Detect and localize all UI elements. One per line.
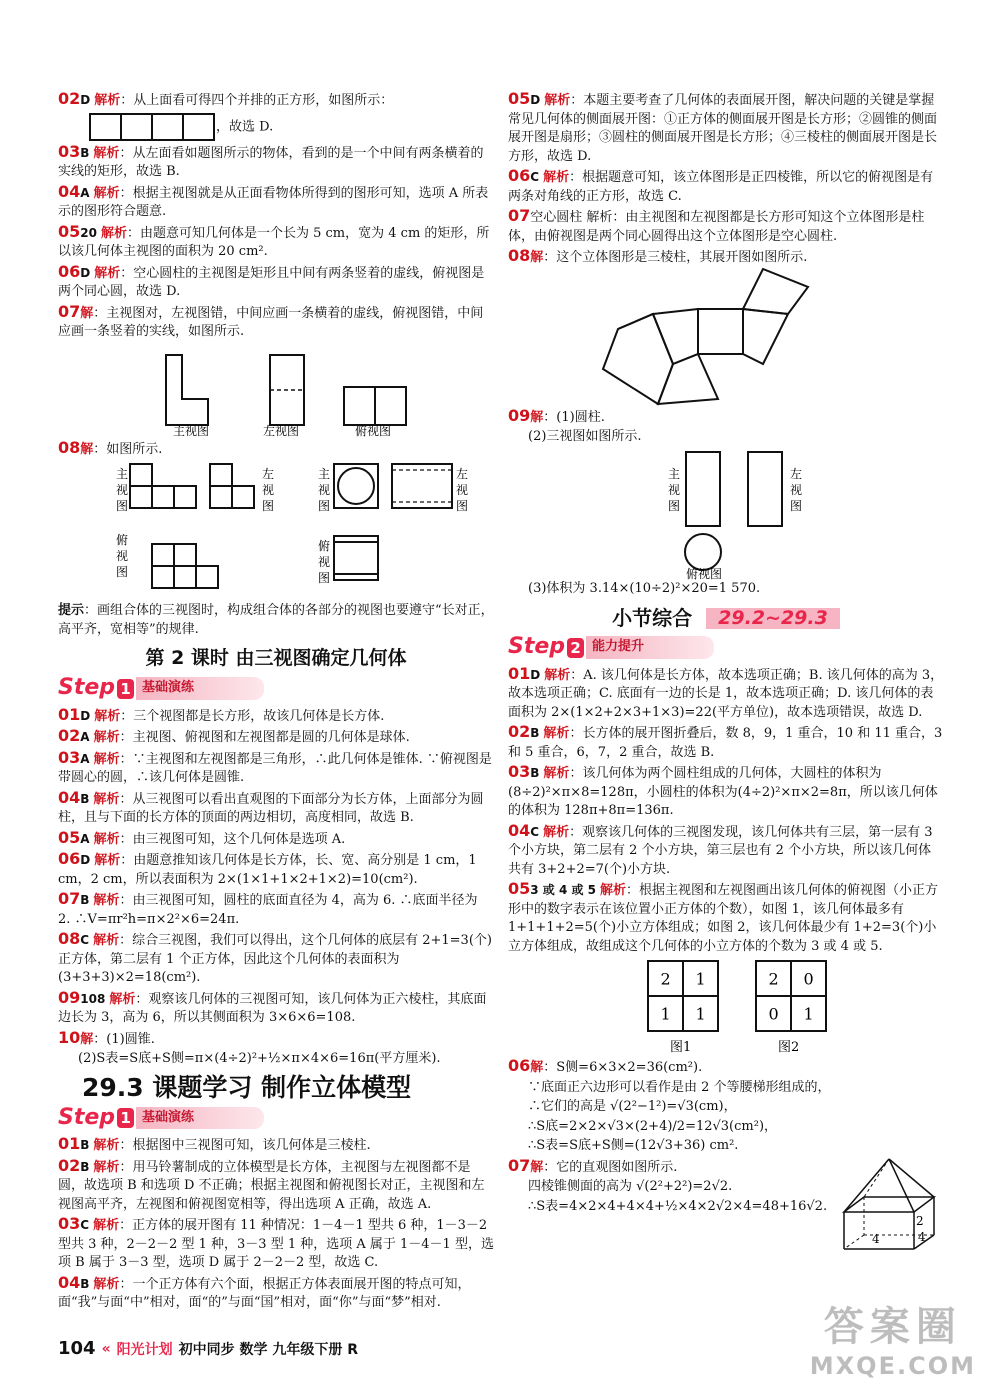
v08-top-3: 图 [116,565,129,579]
answer-item [58,183,494,222]
question-number: 01 [508,663,531,683]
answer-item [58,1135,494,1156]
answer-text: ：观察该几何体的三视图可知，该几何体为正六棱柱，其底面边长为 3，高为 6，所以其侧面积为 3×6×6=108. [58,991,487,1025]
section-summary-header [508,608,944,629]
answer-item [508,1157,838,1178]
series-name: 初中同步 数学 九年级下册 R [178,1341,359,1358]
watermark-text: 答案圈 [823,1304,962,1350]
answer-item [508,407,944,428]
answer-text: ：主视图、俯视图和左视图都是圆的几何体是球体. [119,730,410,745]
answer-choice: D [530,93,541,107]
answer-item [58,749,494,788]
left-column [58,90,494,1314]
answer-text: ：由题意可知几何体是一个长为 5 cm，宽为 4 cm 的矩形，所以该几何体主视图的面积为 20 cm². [58,225,490,259]
answer-item [58,1157,494,1215]
step-label: 能力提升 [586,636,714,659]
step-label: 基础演练 [136,677,264,700]
analysis-label: 解析 [93,1276,120,1292]
answer-choice: D [530,667,541,682]
prism-net-figure [508,269,944,407]
answer-item [58,789,494,828]
v08b-top-1: 俯 [318,539,331,553]
analysis-label: 解 [530,1159,544,1175]
answer-item [58,1215,494,1273]
answer-text: ，故选 D. [216,119,274,134]
q09-part3: (3)体积为 3.14×(10÷2)²×20=1 570. [528,580,761,596]
answer-text: 四棱锥侧面的高为 √(2²+2²)=2√2. [528,1179,733,1194]
answer-text: ：本题主要考查了几何体的表面展开图，解决问题的关键是掌握常见几何体的侧面展开图：①正方体的侧面展开图是长方形；②圆锥的侧面展开图是扇形；③圆柱的侧面展开图是长方形；④三棱柱的侧面展开图是长方形，故选 D. [508,93,938,164]
answer-item [508,763,944,821]
v09-left-3: 图 [790,498,803,513]
answer-text: ：该几何体为两个圆柱组成的几何体，大圆柱的体积为(8÷2)²×π×8=128π，小圆柱的体积为(4÷2)²×π×2=8π，所以该几何体的体积为 128π+8π=136π. [508,766,938,818]
answer-text: ∵底面正六边形可以看作是由 2 个等腰梯形组成的， [528,1079,831,1095]
number-grids-figure [508,957,944,1057]
answer-text: ：综合三视图，我们可以得出，这个几何体的底层有 2+1=3(个)正方体，第二层有 1 个正方体，因此这个几何体的表面积为(3+3+3)×2=18(cm²). [58,933,492,985]
answer-text: (2)S表=S底+S侧=π×(4÷2)²+½×π×4×6=16π(平方厘米). [78,1051,441,1066]
left-group-3 [58,1135,494,1313]
analysis-label: 解析 [94,853,121,868]
view-diagram-07 [58,343,494,439]
answer-choice: 20 [80,225,97,240]
question-number: 09 [58,987,81,1007]
grid-cell-value: 2 [768,969,779,989]
question-number: 02 [58,1155,81,1175]
grid-cell-value: 0 [803,969,814,989]
pyramid-prism-figure [834,1157,944,1257]
right-column [508,89,944,1246]
answer-item [58,1274,494,1313]
answer-label: 解 [80,441,94,457]
question-number: 07 [58,301,81,321]
answer-choice: B [530,726,540,740]
number-grids [508,957,944,1057]
v08-main-1: 主 [116,467,129,481]
answer-text: ：根据主视图和左视图画出该几何体的俯视图（小正方形中的数字表示在该位置小正方体的个数），如图 1，该几何体最多有 1+1+1+2=5(个)小立方体组成；如图 2，该几何体最少有 1+2=3(个)小立方体组成，故组成这个几何体的小立方体的个数为 3 或 4 或 5. [508,883,939,954]
question-number: 03 [508,762,531,781]
question-number: 01 [58,1134,81,1153]
right-group-2 [508,665,944,957]
grid-cell-value: 1 [695,1004,706,1024]
answer-item [58,727,494,748]
step-word: Step [58,675,116,701]
question-07 [508,1157,838,1217]
question-number: 08 [508,246,531,265]
answer-text: ：这个立体图形是三棱柱，其展开图如图所示. [543,250,808,265]
question-number: 02 [508,722,531,741]
question-09 [508,407,944,447]
answer-text: ∴S表=4×2×4+4×4+½×4×2√2×4=48+16√2. [528,1198,828,1214]
grid-cell-value: 2 [660,969,671,989]
answer-item [508,207,944,246]
answer-item [508,1098,944,1117]
answer-choice: D [80,265,91,280]
left-group-2 [58,706,494,1069]
view-label-main: 主视图 [173,423,210,438]
answer-choice: D [80,708,91,723]
answer-item [58,989,494,1028]
brand-name: 阳光计划 [116,1341,173,1358]
answer-text: 空心圆柱 解析：由主视图和左视图都是长方形可知这个立体图形是柱体，由俯视图是两个同心圆得出这个立体图形是空心圆柱. [508,210,925,244]
analysis-label: 解析 [94,265,121,281]
analysis-label: 解析 [543,824,570,840]
answer-item [58,829,494,850]
answer-text: ：S侧=6×3×2=36(cm²). [543,1060,703,1075]
analysis-label: 解析 [543,170,570,185]
analysis-label: 解析 [93,893,120,908]
triangular-prism-net [508,269,944,407]
analysis-label: 解析 [93,751,120,767]
question-number: 10 [58,1027,81,1047]
answer-choice: C [530,170,540,184]
answer-text: ：三个视图都是长方形，故该几何体是长方体. [120,708,385,724]
answer-choice: D [80,853,91,867]
answer-choice: 3 或 4 或 5 [530,883,597,897]
right-group-1 [508,90,944,268]
grid-cell-value: 0 [768,1004,779,1024]
tip-text: ：画组合体的三视图时，构成组合体的各部分的视图也要遵守“长对正，高平齐，宽相等”的规律. [58,603,494,637]
answer-text: ：空心圆柱的主视图是矩形且中间有两条竖着的虚线，俯视图是两个同心圆，故选 D. [58,265,485,299]
answer-item [508,247,944,268]
three-views-08-figure [58,460,494,602]
answer-text: ：(1)圆锥. [93,1031,155,1047]
v09-main-3: 图 [668,498,681,513]
section-title-29-3: 29.3 课题学习 制作立体模型 [82,1072,412,1102]
step-word: Step [58,1104,116,1130]
v08-top-1: 俯 [116,533,129,547]
answer-text: ：一个正方体有六个面，根据正方体表面展开图的特点可知，面“我”与面“中”相对，面“的”与面“国”相对，面“你”与面“梦”相对. [58,1276,471,1310]
answer-item [58,1050,494,1069]
answer-text: ：从三视图可以看出直观图的下面部分为长方体，上面部分为圆柱，且与下面的长方体的顶面的两边相切，高度相同，故选 B. [58,791,484,825]
step-1-header-2 [58,1105,494,1131]
answer-text: ：根据图中三视图可知，该几何体是三棱柱. [119,1138,371,1153]
question-number: 04 [58,181,81,201]
answer-item [508,428,944,447]
answer-text: ：从左面看如题图所示的物体，看到的是一个中间有两条横着的实线的矩形，故选 B. [58,145,484,179]
grid-cell-value: 1 [803,1004,814,1024]
question-number: 06 [58,849,81,868]
question-number: 05 [508,89,531,108]
question-number: 07 [508,1155,531,1175]
analysis-label: 解析 [94,708,121,724]
analysis-label: 解析 [93,791,120,807]
analysis-label: 解析 [93,933,120,948]
analysis-label: 解析 [100,225,127,241]
analysis-label: 解析 [93,145,120,161]
view-diagram-09 [508,448,944,580]
analysis-label: 解析 [93,185,120,201]
answer-choice: B [80,145,90,160]
answer-item [508,167,944,206]
v08b-left-1: 左 [456,467,469,481]
answer-text: ∴S底=2×2×√3×(2+4)/2=12√3(cm²)， [528,1118,778,1134]
answer-item [58,112,494,142]
question-number: 05 [58,221,81,241]
analysis-label: 解析 [93,1159,120,1175]
double-chevron-icon: « [101,1340,111,1357]
v08b-main-1: 主 [318,467,331,481]
answer-text: ：从上面看可得四个并排的正方形，如图所示： [120,93,394,108]
summary-range: 29.2~29.3 [706,608,840,629]
answer-choice: B [80,893,90,907]
analysis-label: 解析 [543,766,570,781]
analysis-label: 解析 [93,1218,120,1233]
dim-label-front: 4 [872,1231,880,1246]
page-number: 104 [58,1338,96,1359]
question-06 [508,1057,944,1156]
question-number: 02 [58,89,81,108]
question-number: 04 [58,1272,81,1292]
answer-choice: C [80,933,90,947]
answer-text: ：∵主视图和左视图都是三角形，∴此几何体是锥体. ∵俯视图是带圆心的圆，∴该几何体是圆锥. [58,751,492,785]
grid-caption: 图1 [670,1040,692,1055]
summary-title: 小节综合 [612,606,693,630]
step-number: 1 [117,679,134,699]
tip [58,602,494,639]
three-views-07-figure [58,343,392,439]
v08b-top-3: 图 [318,571,331,585]
analysis-label: 解 [530,409,544,425]
answer-item [508,822,944,880]
answer-item [508,90,944,166]
v09-left-1: 左 [790,466,803,481]
question-07-wrap [508,1155,944,1246]
v08-left-3: 图 [262,499,275,513]
v08b-left-2: 视 [456,483,469,497]
answer-item [58,90,494,111]
v08b-main-2: 视 [318,483,331,497]
question-08 [58,439,494,460]
answer-choice: B [530,766,540,780]
four-squares-figure [58,119,216,134]
analysis-label: 解 [80,1031,94,1047]
answer-choice: B [80,1276,90,1291]
grid-cell-value: 1 [695,969,706,989]
answer-text: ：根据题意可知，该立体图形是正四棱锥，所以它的俯视图是有两条对角线的正方形，故选 C. [508,170,934,204]
analysis-label: 解析 [600,883,627,898]
answer-item [58,223,494,262]
section-title-lesson-2: 第 2 课时 由三视图确定几何体 [145,647,407,669]
answer-text: ：根据主视图就是从正面看物体所得到的图形可知，选项 A 所表示的图形符合题意. [58,185,489,219]
view-label-top: 俯视图 [355,423,392,438]
v08-main-3: 图 [116,499,129,513]
view-label-left: 左视图 [263,423,300,438]
analysis-label: 解析 [93,831,120,847]
answer-choice: A [80,751,90,766]
step-number: 1 [117,1108,134,1128]
answer-choice: B [80,1159,90,1174]
analysis-label: 解 [530,250,544,265]
answer-text: ∴S表=S底+S侧=(12√3+36) cm². [528,1138,739,1153]
question-number: 01 [58,704,81,724]
answer-text: ：主视图对，左视图错，中间应画一条横着的虚线，俯视图错，中间应画一条竖着的实线，如图所示. [58,305,484,339]
analysis-label: 解析 [109,991,136,1007]
analysis-label: 解 [530,1060,544,1075]
v08b-top-2: 视 [318,555,331,569]
question-number: 03 [58,141,81,161]
step-number: 2 [567,638,584,658]
question-number: 06 [58,261,81,281]
analysis-label: 解析 [543,726,570,741]
step-2-header [508,635,944,661]
question-number: 06 [508,1056,531,1075]
question-number: 05 [508,879,531,898]
answer-item [58,890,494,929]
answer-choice: A [80,831,90,846]
answer-choice: D [80,93,91,107]
question-number: 09 [508,405,531,425]
answer-text: ：(1)圆柱. [543,409,605,425]
answer-item [508,1137,944,1156]
step-label: 基础演练 [136,1107,264,1130]
answer-text: ：由三视图可知，圆柱的底面直径为 4，高为 6. ∴底面半径为 2. ∴V=πr²h=π×2²×6=24π. [58,893,478,927]
v08b-main-3: 图 [318,499,331,513]
v08b-left-3: 图 [456,499,469,513]
answer-item [508,1057,944,1078]
v08-top-2: 视 [116,549,129,563]
watermark-url: MXQE.COM [809,1352,976,1380]
view-diagram-08 [58,460,494,602]
answer-item [508,880,944,956]
step-word: Step [508,634,566,660]
analysis-label: 解 [80,305,94,321]
answer-text: ：长方体的展开图折叠后，数 8，9，1 重合，10 和 11 重合，3 和 5 重合，6，7，2 重合，故选 B. [508,726,943,760]
answer-choice: B [80,1138,90,1152]
answer-item [508,1118,944,1137]
answer-item [58,263,494,302]
v09-top: 俯视图 [686,566,723,581]
three-views-09-figure [508,448,944,580]
v08-left-2: 视 [262,483,275,497]
tip-label: 提示 [58,603,85,618]
answer-text: ：它的直观图如图所示. [543,1159,678,1175]
answer-text: ：观察该几何体的三视图发现，该几何体共有三层，第一层有 3 个小方块，第二层有 2 个小方块，第三层也有 2 个小方块，所以该几何体共有 3+2+2=7(个)小方块. [508,824,933,877]
answer-item [508,665,944,723]
question-number: 08 [58,929,81,948]
v09-main-1: 主 [668,466,681,481]
grid-cell-value: 1 [660,1004,671,1024]
question-number: 04 [508,820,531,840]
question-number: 07 [58,889,81,908]
answer-item [58,143,494,182]
answer-text: (2)三视图如图所示. [528,429,642,444]
question-number: 04 [58,787,81,807]
answer-item [508,723,944,762]
analysis-label: 解析 [93,1138,120,1153]
answer-text: ：如图所示. [93,441,163,457]
answer-text: ：由三视图可知，这个几何体是选项 A. [119,831,346,847]
v09-left-2: 视 [790,482,803,497]
question-number: 08 [58,437,81,457]
answer-choice: C [530,824,540,839]
analysis-label: 解析 [544,667,571,683]
answer-choice: A [80,730,90,744]
answer-text: ：A. 该几何体是长方体，故本选项正确；B. 该几何体的高为 3，故本选项正确；C. 底面有一边的长是 1，故本选项正确；D. 该几何体的表面积为 2×(1×2+2×3+1×3)=22(平方单位)，故本选项错误，故选 D. [508,667,944,720]
grid-caption: 图2 [778,1040,800,1055]
answer-item [58,706,494,727]
analysis-label: 解析 [544,93,571,108]
analysis-label: 解析 [94,93,121,108]
answer-choice: C [80,1218,90,1232]
answer-choice: 108 [80,991,106,1006]
step-1-header [58,676,494,702]
left-group-1 [58,90,494,342]
answer-text: ∴它们的高是 √(2²−1²)=√3(cm)， [528,1099,737,1114]
v09-main-2: 视 [668,482,681,497]
answer-item [508,1198,838,1217]
question-number: 03 [58,1214,81,1233]
question-number: 05 [58,827,81,847]
answer-item [58,930,494,988]
page-footer [58,1338,358,1359]
answer-item [58,850,494,889]
analysis-label: 解析 [93,730,120,745]
answer-text: ：由题意推知该几何体是长方体，长、宽、高分别是 1 cm，1 cm，2 cm，所以表面积为 2×(1×1+1×2+1×2)=10(cm²). [58,853,477,887]
answer-item [508,1178,838,1197]
answer-text: ：用马铃薯制成的立体模型是长方体，主视图与左视图都不是圆，故选项 B 和选项 D 不正确；根据主视图和俯视图长对正，主视图和左视图高平齐，左视图和俯视图宽相等，得出选项 A 正确，故选 A. [58,1159,485,1212]
question-number: 06 [508,166,531,185]
question-number: 02 [58,726,81,745]
question-number: 07 [508,206,531,225]
answer-item [58,303,494,342]
question-number: 03 [58,747,81,767]
watermark [810,1295,976,1380]
answer-item [508,1079,944,1098]
answer-text: ：正方体的展开图有 11 种情况：1－4－1 型共 6 种，1－3－2 型共 3 种，2－2－2 型 1 种，3－3 型 1 种，选项 A 属于 1－4－1 型，选项 B 属于 3－3 型，选项 D 属于 2－2－2 型，故选 C. [58,1218,494,1270]
v08-main-2: 视 [116,483,129,497]
v08-left-1: 左 [262,467,275,481]
answer-choice: A [80,185,90,200]
answer-item [58,1029,494,1050]
answer-choice: B [80,791,90,806]
dim-label-height: 2 [916,1213,924,1228]
dim-label-side: 4 [918,1229,926,1244]
